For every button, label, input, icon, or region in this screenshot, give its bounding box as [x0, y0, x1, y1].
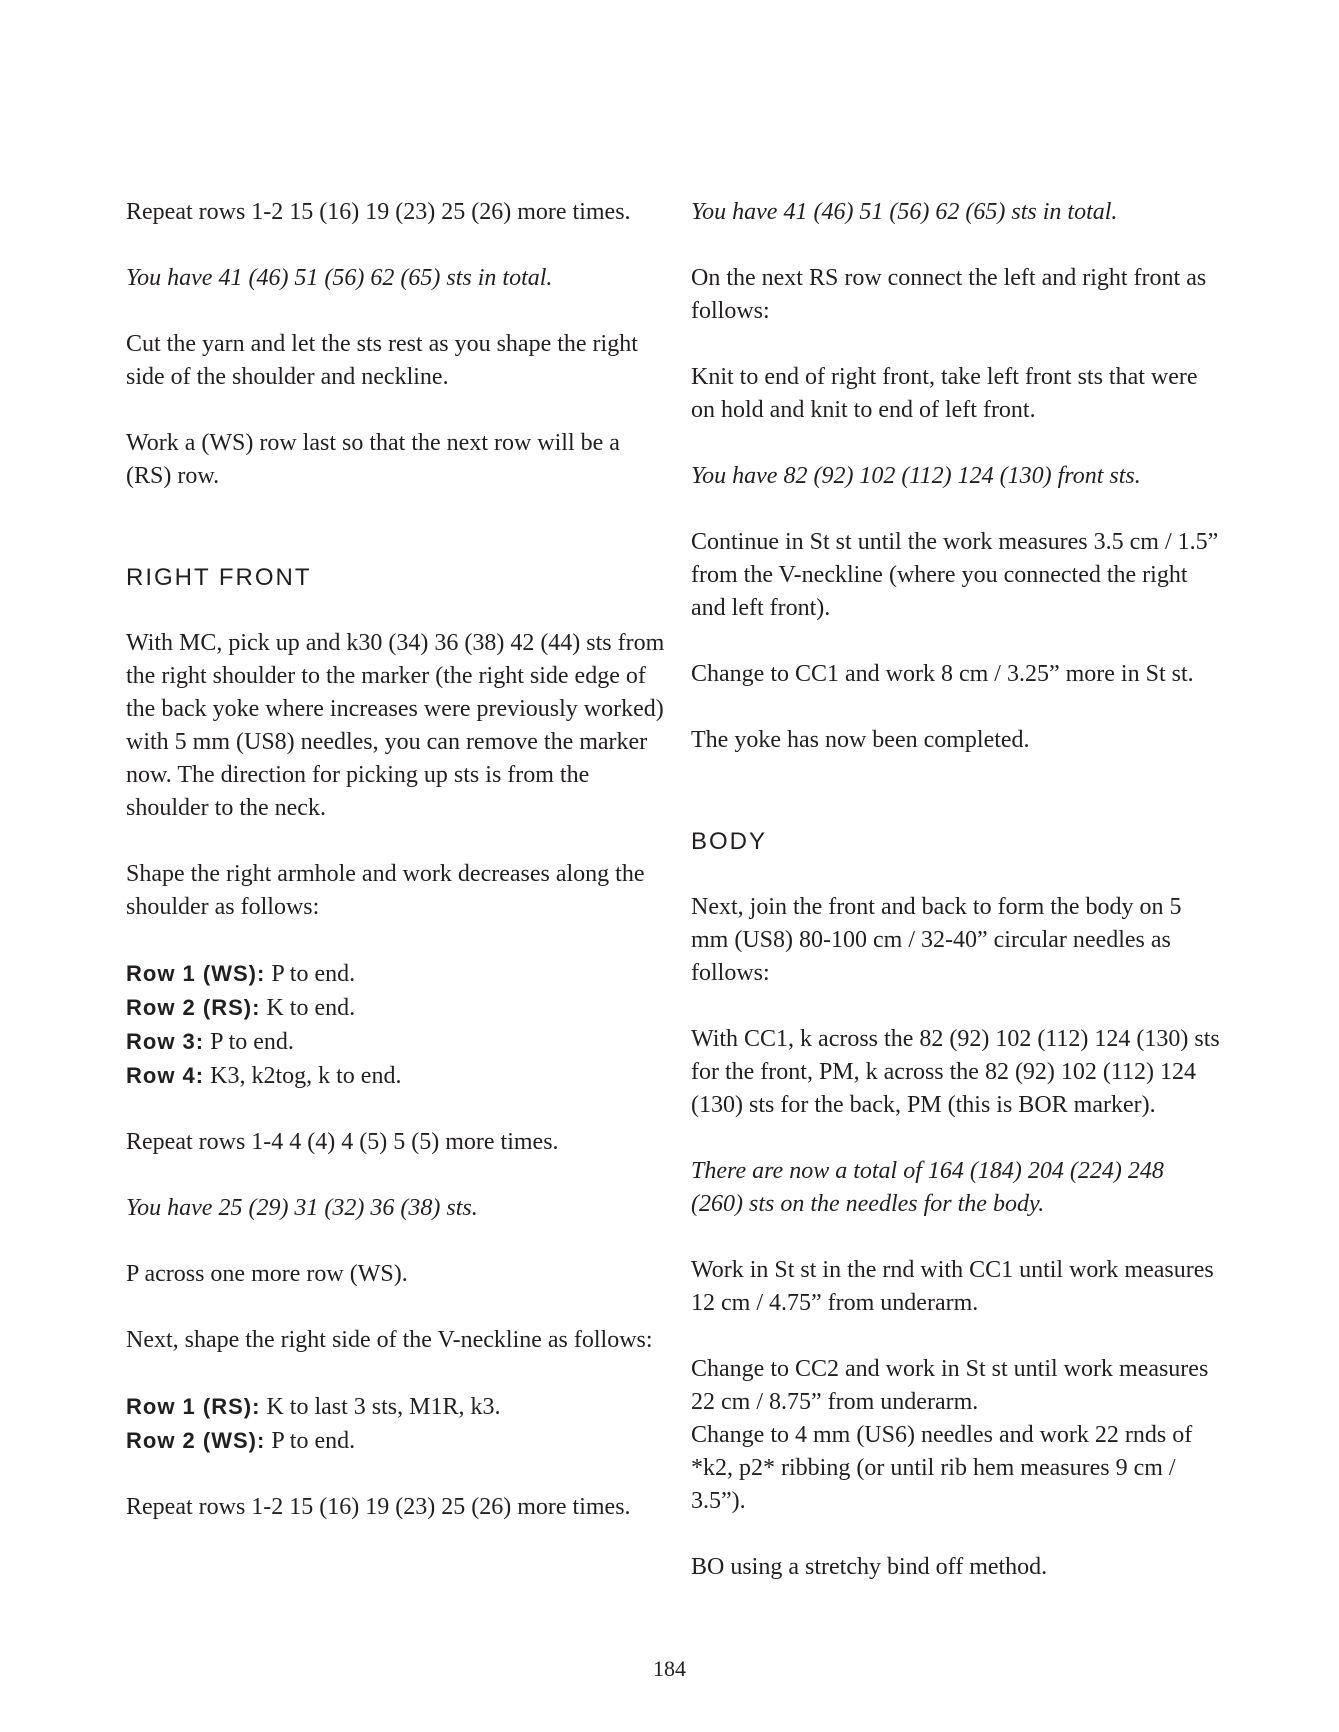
- section-heading-right-front: RIGHT FRONT: [126, 564, 312, 591]
- row-text: K to end.: [266, 995, 356, 1021]
- row-instruction: [126, 1025, 666, 1059]
- paragraph-yoke-completed: The yoke has now been completed.: [691, 727, 1030, 753]
- row-text: K3, k2tog, k to end.: [210, 1063, 402, 1089]
- stitch-count-note-2: You have 25 (29) 31 (32) 36 (38) sts.: [126, 1195, 478, 1221]
- paragraph-join-body: Next, join the front and back to form the body on 5 mm (US8) 80-100 cm / 32-40” circular needles as follows:: [691, 894, 1182, 986]
- left-column: [126, 196, 666, 1557]
- row-instruction: [126, 1424, 666, 1458]
- row-text: P to end.: [210, 1029, 294, 1055]
- paragraph-work-rnd-cc1: Work in St st in the rnd with CC1 until work measures 12 cm / 4.75” from underarm.: [691, 1257, 1214, 1316]
- paragraph-change-cc1: Change to CC1 and work 8 cm / 3.25” more in St st.: [691, 661, 1194, 687]
- paragraph-repeat-rows-1-4: Repeat rows 1-4 4 (4) 4 (5) 5 (5) more times.: [126, 1129, 559, 1155]
- paragraph-change-cc2: Change to CC2 and work in St st until work measures 22 cm / 8.75” from underarm.: [691, 1356, 1209, 1415]
- page-number: 184: [653, 1656, 686, 1681]
- row-instruction: [126, 1059, 666, 1093]
- paragraph-p-across: P across one more row (WS).: [126, 1261, 408, 1287]
- row-label: Row 3:: [126, 1029, 205, 1054]
- row-label: Row 2 (RS):: [126, 995, 261, 1020]
- stitch-count-note-4: You have 82 (92) 102 (112) 124 (130) front sts.: [691, 463, 1141, 489]
- row-label: Row 4:: [126, 1063, 205, 1088]
- paragraph-work-ws-row: Work a (WS) row last so that the next row will be a (RS) row.: [126, 430, 620, 489]
- paragraph-shape-armhole: Shape the right armhole and work decreases along the shoulder as follows:: [126, 861, 645, 920]
- row-instruction: [126, 991, 666, 1025]
- row-text: P to end.: [271, 1428, 356, 1454]
- stitch-count-note-5: There are now a total of 164 (184) 204 (224) 248 (260) sts on the needles for the body.: [691, 1158, 1164, 1217]
- row-text: K to last 3 sts, M1R, k3.: [266, 1394, 501, 1420]
- stitch-count-note-1: You have 41 (46) 51 (56) 62 (65) sts in total.: [126, 265, 553, 291]
- row-instructions-neckline: [126, 1390, 666, 1458]
- stitch-count-note-3: You have 41 (46) 51 (56) 62 (65) sts in total.: [691, 199, 1118, 225]
- row-label: Row 1 (WS):: [126, 961, 266, 986]
- paragraph-cut-yarn: Cut the yarn and let the sts rest as you shape the right side of the shoulder and neckline.: [126, 331, 638, 390]
- paragraph-change-needles: Change to 4 mm (US6) needles and work 22 rnds of *k2, p2* ribbing (or until rib hem measures 9 cm / 3.5”).: [691, 1422, 1193, 1514]
- paragraph-repeat-rows-1-2: Repeat rows 1-2 15 (16) 19 (23) 25 (26) more times.: [126, 1494, 631, 1520]
- row-label: Row 2 (WS):: [126, 1428, 266, 1453]
- paragraph-connect-fronts: On the next RS row connect the left and right front as follows:: [691, 265, 1207, 324]
- paragraph-pick-up-sts: With MC, pick up and k30 (34) 36 (38) 42 (44) sts from the right shoulder to the marker (the right side edge of the back yoke where increases were previously worked) with 5 mm (US8) needles, you can remove the marker now. The direction for picking up sts is from the shoulder to the neck.: [126, 630, 665, 821]
- row-instruction: [126, 1390, 666, 1424]
- paragraph-continue-st-st: Continue in St st until the work measures 3.5 cm / 1.5” from the V-neckline (where you connected the right and left front).: [691, 529, 1219, 621]
- row-instruction: [126, 957, 666, 991]
- paragraph-shape-v-neckline: Next, shape the right side of the V-neckline as follows:: [126, 1327, 653, 1353]
- paragraph-knit-to-end: Knit to end of right front, take left front sts that were on hold and knit to end of left front.: [691, 364, 1198, 423]
- row-text: P to end.: [271, 961, 356, 987]
- paragraph-repeat-rows-1: Repeat rows 1-2 15 (16) 19 (23) 25 (26) more times.: [126, 199, 631, 225]
- row-label: Row 1 (RS):: [126, 1394, 261, 1419]
- section-heading-body: BODY: [691, 828, 768, 855]
- right-column: [691, 196, 1221, 1617]
- paragraph-with-cc1: With CC1, k across the 82 (92) 102 (112) 124 (130) sts for the front, PM, k across the 82 (92) 102 (112) 124 (130) sts for the back, PM (this is BOR marker).: [691, 1026, 1220, 1118]
- paragraph-bind-off: BO using a stretchy bind off method.: [691, 1554, 1048, 1580]
- row-instructions-armhole: [126, 957, 666, 1093]
